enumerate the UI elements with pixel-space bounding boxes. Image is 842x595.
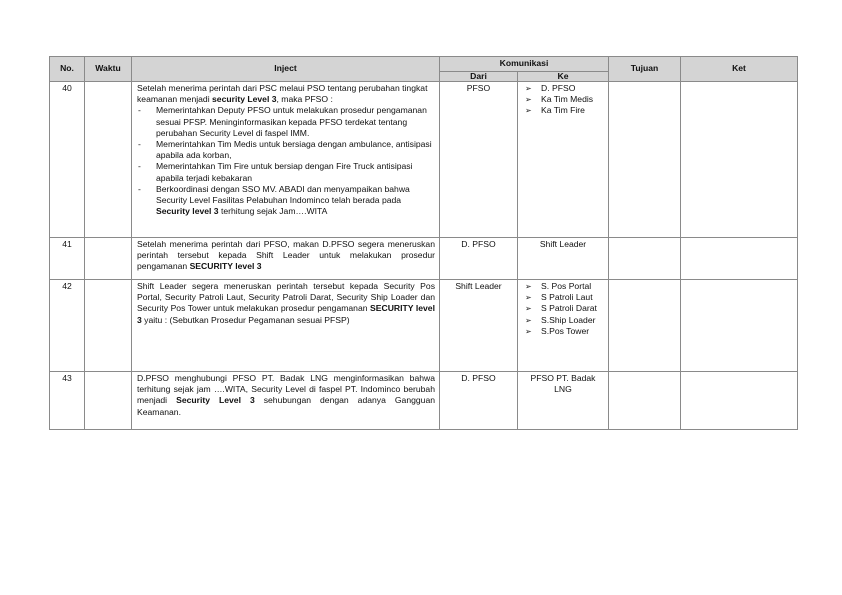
waktu-cell <box>85 82 132 238</box>
dash-mark: - <box>138 183 141 194</box>
header-komunikasi: Komunikasi <box>440 57 609 72</box>
row-number: 40 <box>50 82 85 238</box>
inject-cell: Setelah menerima perintah dari PFSO, makan D.PFSO segera meneruskan perintah tersebut kepada Shift Leader untuk melakukan prosedur pengamanan SECURITY level 3 <box>132 238 440 280</box>
arrow-bullet-icon: ➢ <box>525 315 532 325</box>
list-item: ➢ S Patroli Laut <box>525 292 593 303</box>
arrow-bullet-icon: ➢ <box>525 106 532 116</box>
tujuan-cell <box>609 372 681 430</box>
dari-cell: D. PFSO <box>440 372 518 430</box>
ket-cell <box>681 372 798 430</box>
waktu-cell <box>85 238 132 280</box>
dari-cell: Shift Leader <box>440 280 518 372</box>
header-ke: Ke <box>518 72 609 82</box>
dash-mark: - <box>138 139 141 150</box>
arrow-bullet-icon: ➢ <box>525 282 532 291</box>
list-item: - Berkoordinasi dengan SSO MV. ABADI dan menyampaikan bahwa Security Level Fasilitas Pelabuhan Indominco telah berada pada Security level 3 terhitung sejak Jam….WITA <box>138 183 410 217</box>
list-item: ➢ D. PFSO <box>525 83 576 93</box>
inject-cell: Shift Leader segera meneruskan perintah tersebut kepada Security Pos Portal, Security Patroli Laut, Security Patroli Darat, Security Ship Loader dan Security Pos Tower untuk melakukan prosedur pengamanan SECURITY level 3 yaitu : (Sebutkan Prosedur Pegamanan sesuai PFSP) <box>132 280 440 372</box>
header-tujuan: Tujuan <box>609 57 681 82</box>
ket-cell <box>681 238 798 280</box>
dari-cell: D. PFSO <box>440 238 518 280</box>
scenario-table-container <box>49 56 797 430</box>
ke-cell <box>518 82 609 238</box>
list-item: ➢ Ka Tim Fire <box>525 105 585 116</box>
header-inject: Inject <box>132 57 440 82</box>
table-row <box>50 280 798 372</box>
tujuan-cell <box>609 238 681 280</box>
inject-list <box>137 105 435 217</box>
waktu-cell <box>85 372 132 430</box>
list-item: ➢ Ka Tim Medis <box>525 94 594 105</box>
ket-cell <box>681 280 798 372</box>
dash-mark: - <box>138 161 141 172</box>
list-item: ➢ S. Pos Portal <box>525 281 592 291</box>
dash-mark: - <box>138 105 141 116</box>
header-dari: Dari <box>440 72 518 82</box>
table-row <box>50 82 798 238</box>
list-item: ➢ S Patroli Darat <box>525 303 597 314</box>
table-row <box>50 372 798 430</box>
header-ket: Ket <box>681 57 798 82</box>
scenario-table <box>49 56 798 430</box>
inject-cell <box>132 82 440 238</box>
row-number: 43 <box>50 372 85 430</box>
list-item: ➢ S.Pos Tower <box>525 325 590 336</box>
row-number: 42 <box>50 280 85 372</box>
ket-cell <box>681 82 798 238</box>
inject-cell: D.PFSO menghubungi PFSO PT. Badak LNG menginformasikan bahwa terhitung sejak jam ….WITA, Security Level di faspel PT. Indominco berubah menjadi Security Level 3 sehubungan dengan adanya Gangguan Keamanan. <box>132 372 440 430</box>
list-item: - Memerintahkan Tim Fire untuk bersiap dengan Fire Truck antisipasi apabila terjadi kebakaran <box>138 161 413 183</box>
row-number: 41 <box>50 238 85 280</box>
waktu-cell <box>85 280 132 372</box>
ke-list <box>522 281 604 337</box>
ke-cell <box>518 280 609 372</box>
arrow-bullet-icon: ➢ <box>525 84 532 93</box>
inject-intro: Setelah menerima perintah dari PSC melaui PSO tentang perubahan tingkat keamanan menjadi security Level 3, maka PFSO : <box>137 83 428 105</box>
arrow-bullet-icon: ➢ <box>525 95 532 105</box>
header-waktu: Waktu <box>85 57 132 82</box>
table-row <box>50 238 798 280</box>
list-item: - Memerintahkan Tim Medis untuk bersiaga dengan ambulance, antisipasi apabila ada korban, <box>138 139 432 161</box>
arrow-bullet-icon: ➢ <box>525 304 532 314</box>
tujuan-cell <box>609 82 681 238</box>
list-item: ➢ S.Ship Loader <box>525 314 596 325</box>
ke-cell: PFSO PT. Badak LNG <box>518 372 609 430</box>
ke-cell: Shift Leader <box>518 238 609 280</box>
ke-list <box>522 83 604 117</box>
arrow-bullet-icon: ➢ <box>525 326 532 336</box>
arrow-bullet-icon: ➢ <box>525 293 532 303</box>
header-no: No. <box>50 57 85 82</box>
list-item: - Memerintahkan Deputy PFSO untuk melakukan prosedur pengamanan sesuai PFSP. Meninginformasikan kepada PFSO terdekat tentang perubahan Security Level di faspel IMM. <box>138 105 427 138</box>
tujuan-cell <box>609 280 681 372</box>
dari-cell: PFSO <box>440 82 518 238</box>
